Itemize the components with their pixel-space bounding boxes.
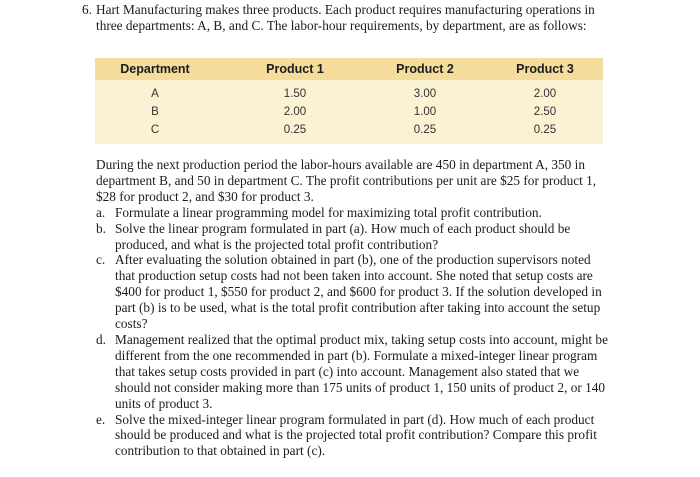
part-text: Management realized that the optimal product mix, taking setup costs into account, might be different from the one recommended in part (b). Formulate a mixed-integer linear program that takes setup costs provided in part (c) into account. Management also stated that we should not consider making more than 175 units of product 1, 150 units of product 2, or 140 units of product 3. — [115, 331, 608, 411]
table-cell: B — [151, 106, 159, 118]
part-text: Solve the linear program formulated in part (a). How much of each product should be produced, and what is the projected total profit contribution? — [115, 220, 571, 252]
labor-hours-table — [95, 58, 603, 144]
part-b — [82, 221, 612, 253]
table-cell: 0.25 — [533, 124, 557, 136]
table-cell: 3.00 — [413, 88, 437, 100]
part-d — [82, 332, 612, 412]
part-label: d. — [96, 331, 106, 347]
header-product-2: Product 2 — [396, 62, 454, 76]
header-department: Department — [120, 62, 190, 76]
header-product-3: Product 3 — [516, 62, 574, 76]
table-cell: 2.00 — [533, 88, 557, 100]
table-body — [95, 80, 603, 144]
table-cell: C — [150, 124, 160, 136]
table-cell: 0.25 — [413, 124, 437, 136]
availability-paragraph: During the next production period the labor-hours available are 450 in department A, 350 in department B, and 50 in department C. The profit contributions per unit are $25 for product 1, $28 for product 2, and $30 for product 3. — [96, 157, 597, 204]
table-cell: A — [151, 88, 159, 100]
table-cell: 2.50 — [533, 106, 557, 118]
part-label: a. — [96, 204, 106, 220]
table-row — [95, 124, 603, 140]
part-c — [82, 252, 612, 332]
part-label: e. — [96, 411, 106, 427]
table-cell: 0.25 — [283, 124, 307, 136]
part-label: b. — [96, 220, 106, 236]
part-text: Solve the mixed-integer linear program formulated in part (d). How much of each product should be produced and what is the projected total profit contribution? Compare this profit contribution to that obtained in part (c). — [115, 411, 597, 459]
table-cell: 2.00 — [283, 106, 307, 118]
problem-intro-text: Hart Manufacturing makes three products. Each product requires manufacturing operations in three departments: A, B, and C. The labor-hour requirements, by department, are as follows: — [96, 2, 595, 34]
part-a — [82, 205, 612, 221]
table-cell: 1.00 — [413, 106, 437, 118]
table-row — [95, 106, 603, 122]
problem-number: 6. — [82, 2, 92, 17]
part-text: After evaluating the solution obtained in part (b), one of the production supervisors noted that production setup costs had not been taken into account. She noted that setup costs are $400 for product 1, $550 for product 2, and $600 for product 3. If the solution developed in part (b) is to be used, what is the total profit contribution after taking into account the setup costs? — [115, 252, 602, 332]
table-cell: 1.50 — [283, 88, 307, 100]
part-e — [82, 412, 612, 460]
part-label: c. — [96, 252, 106, 268]
table-row — [95, 88, 603, 104]
problem-body — [82, 157, 612, 459]
header-product-1: Product 1 — [266, 62, 324, 76]
table-header — [95, 58, 603, 80]
part-text: Formulate a linear programming model for maximizing total profit contribution. — [115, 204, 542, 220]
problem-intro — [82, 2, 602, 35]
